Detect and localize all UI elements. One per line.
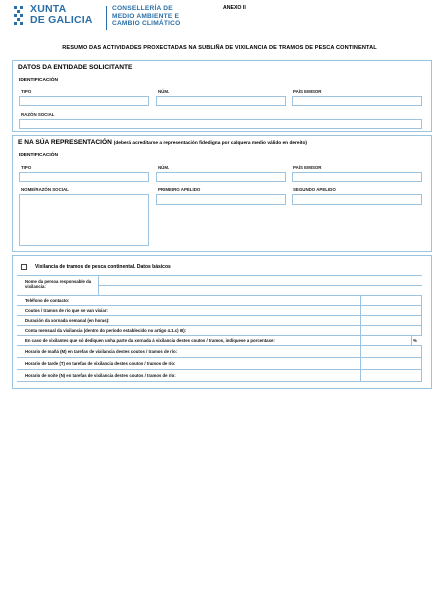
table-row [17, 346, 422, 358]
table-row [17, 326, 422, 336]
applicant-type-field[interactable] [19, 96, 149, 106]
activity-checkbox[interactable] [21, 264, 27, 270]
applicant-business-name-field[interactable] [19, 119, 422, 129]
annex-label: ANEXO II [223, 5, 246, 11]
table-row [17, 306, 422, 316]
representative-title-text: E NA SÚA REPRESENTACIÓN [18, 139, 112, 146]
applicant-section [12, 60, 432, 132]
representative-second-surname-field[interactable] [292, 194, 422, 205]
night-hours-label: Horario de noite (N) en tarefas de vixilancia destes coutos / tramos de río: [25, 373, 176, 378]
applicant-identification-heading: IDENTIFICACIÓN [19, 78, 58, 83]
river-stretches-label: Coutos / tramos de río que se van vixiar: [25, 308, 108, 313]
document-header [12, 4, 432, 36]
morning-hours-label: Horario de mañá (M) en tarefas de vixilancia destes coutos / tramos de río: [25, 349, 178, 354]
phone-label: Teléfono de contacto: [25, 298, 70, 303]
table-row [17, 336, 422, 346]
percentage-label: En caso de vixilantes que só dediquen unha parte da xornada á vixilancia destes coutos / tramos, indíquese a porcentaxe: [25, 338, 275, 343]
afternoon-hours-label: Horario de tarde (T) en tarefas de vixilancia destes coutos / tramos de río: [25, 361, 176, 366]
representative-type-field[interactable] [19, 172, 149, 182]
representative-type-label: TIPO [21, 165, 32, 170]
representative-country-label: PAÍS EMISOR [293, 165, 322, 170]
table-row [17, 275, 422, 296]
dept-line-2: MEDIO AMBIENTE E [112, 12, 180, 20]
weekly-hours-label: Duración da xornada semanal (en horas): [25, 318, 110, 323]
representative-number-field[interactable] [156, 172, 286, 182]
phone-field[interactable] [360, 296, 422, 306]
table-row [17, 296, 422, 306]
applicant-business-name-label: RAZÓN SOCIAL [21, 112, 55, 117]
activity-heading-row [17, 262, 422, 274]
applicant-section-title: DATOS DA ENTIDADE SOLICITANTE [18, 64, 133, 71]
representative-section-title [18, 139, 307, 146]
responsible-name-field-2[interactable] [98, 286, 422, 296]
logo-divider [106, 6, 107, 30]
table-row [17, 370, 422, 382]
activity-heading: Vixilancia de tramos de pesca continental. Datos básicos [35, 264, 171, 270]
river-stretches-field[interactable] [360, 306, 422, 316]
representative-second-surname-label: SEGUNDO APELIDO [293, 187, 336, 192]
morning-hours-field[interactable] [360, 346, 422, 358]
logo-line-2: DE GALICIA [30, 14, 93, 26]
representative-number-label: NÚM. [158, 165, 170, 170]
logo-wordmark [30, 4, 93, 26]
dept-line-3: CAMBIO CLIMÁTICO [112, 20, 181, 28]
dept-line-1: CONSELLERÍA DE [112, 5, 173, 12]
representative-first-surname-field[interactable] [156, 194, 286, 205]
applicant-country-field[interactable] [292, 96, 422, 106]
representative-first-surname-label: PRIMEIRO APELIDO [158, 187, 201, 192]
monthly-count-label: Conta mensual da vixilancia (dentro do período establecido no artigo 4.1.c) III): [25, 328, 187, 333]
afternoon-hours-field[interactable] [360, 358, 422, 370]
responsible-name-field[interactable] [98, 276, 422, 286]
responsible-name-label: Nome da persoa responsable da vixilancia: [25, 279, 92, 290]
monthly-count-field[interactable] [360, 326, 422, 336]
representative-name-field[interactable] [19, 194, 149, 246]
representative-identification-heading: IDENTIFICACIÓN [19, 153, 58, 158]
applicant-country-label: PAÍS EMISOR [293, 89, 322, 94]
table-row [17, 316, 422, 326]
percent-symbol: % [413, 338, 417, 343]
table-row [17, 358, 422, 370]
representative-note: (deberá acreditarse a representación fidedigna por calquera medio válido en dereito) [113, 141, 308, 146]
xunta-logo [12, 4, 108, 34]
applicant-number-field[interactable] [156, 96, 286, 106]
galicia-emblem-icon [12, 5, 26, 29]
night-hours-field[interactable] [360, 370, 422, 382]
logo-line-1: XUNTA [30, 3, 67, 15]
representative-country-field[interactable] [292, 172, 422, 182]
applicant-type-label: TIPO [21, 89, 32, 94]
percentage-field[interactable] [360, 336, 412, 346]
document-title: RESUMO DAS ACTIVIDADES PROXECTADAS NA SUBLIÑA DE VIXILANCIA DE TRAMOS DE PESCA CONTINENTAL [62, 45, 377, 51]
applicant-number-label: NÚM. [158, 89, 170, 94]
representative-name-label: NOME/RAZÓN SOCIAL [21, 187, 69, 192]
weekly-hours-field[interactable] [360, 316, 422, 326]
representative-section [12, 135, 432, 252]
department-name [112, 5, 180, 28]
